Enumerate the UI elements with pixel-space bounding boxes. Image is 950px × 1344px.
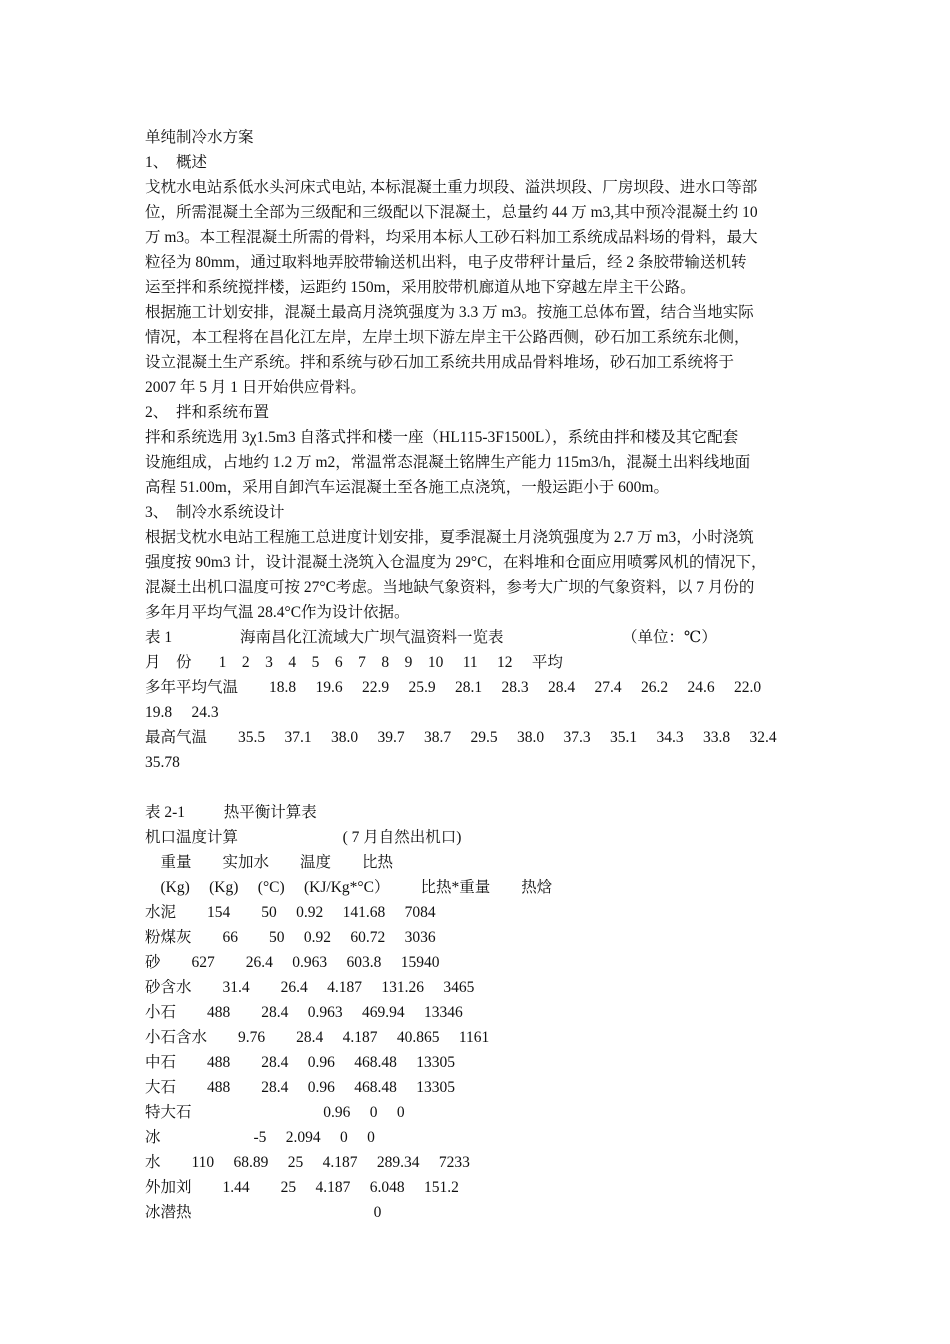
- section-2-heading: 2、 拌和系统布置: [145, 404, 270, 421]
- table1-caption-no: 表 1: [145, 629, 173, 646]
- sec1-p2-line: 情况，本工程将在昌化江左岸，左岸土坝下游左岸主干公路西侧，砂石加工系统东北侧，: [145, 329, 750, 346]
- table2-row: 水泥 154 50 0.92 141.68 7084: [145, 904, 436, 921]
- sec1-p2-line: 设立混凝土生产系统。拌和系统与砂石加工系统共用成品骨料堆场，砂石加工系统将于: [145, 354, 735, 371]
- table2-row: 砂 627 26.4 0.963 603.8 15940: [145, 954, 440, 971]
- table2-row: 中石 488 28.4 0.96 468.48 13305: [145, 1054, 456, 1071]
- table1-caption-title: 海南昌化江流域大广坝气温资料一览表: [240, 629, 504, 646]
- table2-header: 重量 实加水 温度 比热: [145, 854, 394, 871]
- sec3-p1-line: 多年月平均气温 28.4°C作为设计依据。: [145, 604, 410, 621]
- sec2-p1-line: 拌和系统选用 3χ1.5m3 自落式拌和楼一座（HL115-3F1500L），系统由拌和楼及其它配套: [145, 429, 739, 446]
- table1-avg-row-cont: 19.8 24.3: [145, 704, 219, 721]
- table2-row: 水 110 68.89 25 4.187 289.34 7233: [145, 1154, 470, 1171]
- table2-row: 外加刘 1.44 25 4.187 6.048 151.2: [145, 1179, 459, 1196]
- sec1-p1-line: 粒径为 80mm，通过取料地弄胶带输送机出料，电子皮带秤计量后，经 2 条胶带输送机转: [145, 254, 747, 271]
- sec2-p1-line: 设施组成，占地约 1.2 万 m2，常温常态混凝土铭牌生产能力 115m3/h，混凝土出料线地面: [145, 454, 751, 471]
- table1-avg-row: 多年平均气温 18.8 19.6 22.9 25.9 28.1 28.3 28.4 27.4 26.2 24.6 22.0: [145, 679, 762, 696]
- table2-subcaption: 机口温度计算 ( 7 月自然出机口): [145, 829, 462, 846]
- section-3-heading: 3、 制冷水系统设计: [145, 504, 285, 521]
- sec1-p2-line: 根据施工计划安排，混凝土最高月浇筑强度为 3.3 万 m3。按施工总体布置，结合当地实际: [145, 304, 754, 321]
- sec1-p1-line: 运至拌和系统搅拌楼，运距约 150m，采用胶带机廊道从地下穿越左岸主干公路。: [145, 279, 696, 296]
- sec3-p1-line: 混凝土出机口温度可按 27°C考虑。当地缺气象资料，参考大广坝的气象资料，以 7 月份的: [145, 579, 755, 596]
- doc-title: 单纯制冷水方案: [145, 129, 254, 146]
- sec1-p1-line: 万 m3。本工程混凝土所需的骨料，均采用本标人工砂石料加工系统成品料场的骨料，最大: [145, 229, 758, 246]
- sec2-p1-line: 高程 51.00m，采用自卸汽车运混凝土至各施工点浇筑，一般运距小于 600m。: [145, 479, 669, 496]
- sec1-p1-line: 戈枕水电站系低水头河床式电站, 本标混凝土重力坝段、溢洪坝段、厂房坝段、进水口等部: [145, 179, 758, 196]
- section-1-heading: 1、 概述: [145, 154, 208, 171]
- table2-caption: 表 2-1 热平衡计算表: [145, 804, 317, 821]
- table2-row: 特大石 0.96 0 0: [145, 1104, 405, 1121]
- sec1-p2-line: 2007 年 5 月 1 日开始供应骨料。: [145, 379, 366, 396]
- table2-row: 冰 -5 2.094 0 0: [145, 1129, 375, 1146]
- table1-caption-unit: （单位：℃）: [622, 629, 717, 646]
- table2-header-units: (Kg) (Kg) (°C) (KJ/Kg*°C） 比热*重量 热焓: [145, 879, 553, 896]
- table2-row: 砂含水 31.4 26.4 4.187 131.26 3465: [145, 979, 475, 996]
- table2-row: 冰潜热 0: [145, 1204, 382, 1221]
- table1-max-row-cont: 35.78: [145, 754, 180, 771]
- table2-row: 小石含水 9.76 28.4 4.187 40.865 1161: [145, 1029, 490, 1046]
- sec3-p1-line: 根据戈枕水电站工程施工总进度计划安排，夏季混凝土月浇筑强度为 2.7 万 m3，小时浇筑: [145, 529, 754, 546]
- sec1-p1-line: 位，所需混凝土全部为三级配和三级配以下混凝土，总量约 44 万 m3,其中预冷混凝土约 10: [145, 204, 758, 221]
- table1-max-row: 最高气温 35.5 37.1 38.0 39.7 38.7 29.5 38.0 37.3 35.1 34.3 33.8 32.4: [145, 729, 777, 746]
- table2-row: 大石 488 28.4 0.96 468.48 13305: [145, 1079, 456, 1096]
- table2-row: 粉煤灰 66 50 0.92 60.72 3036: [145, 929, 436, 946]
- sec3-p1-line: 强度按 90m3 计，设计混凝土浇筑入仓温度为 29°C，在料堆和仓面应用喷雾风机的情况下，: [145, 554, 767, 571]
- table1-month-row: 月 份 1 2 3 4 5 6 7 8 9 10 11 12 平均: [145, 654, 563, 671]
- table2-row: 小石 488 28.4 0.963 469.94 13346: [145, 1004, 463, 1021]
